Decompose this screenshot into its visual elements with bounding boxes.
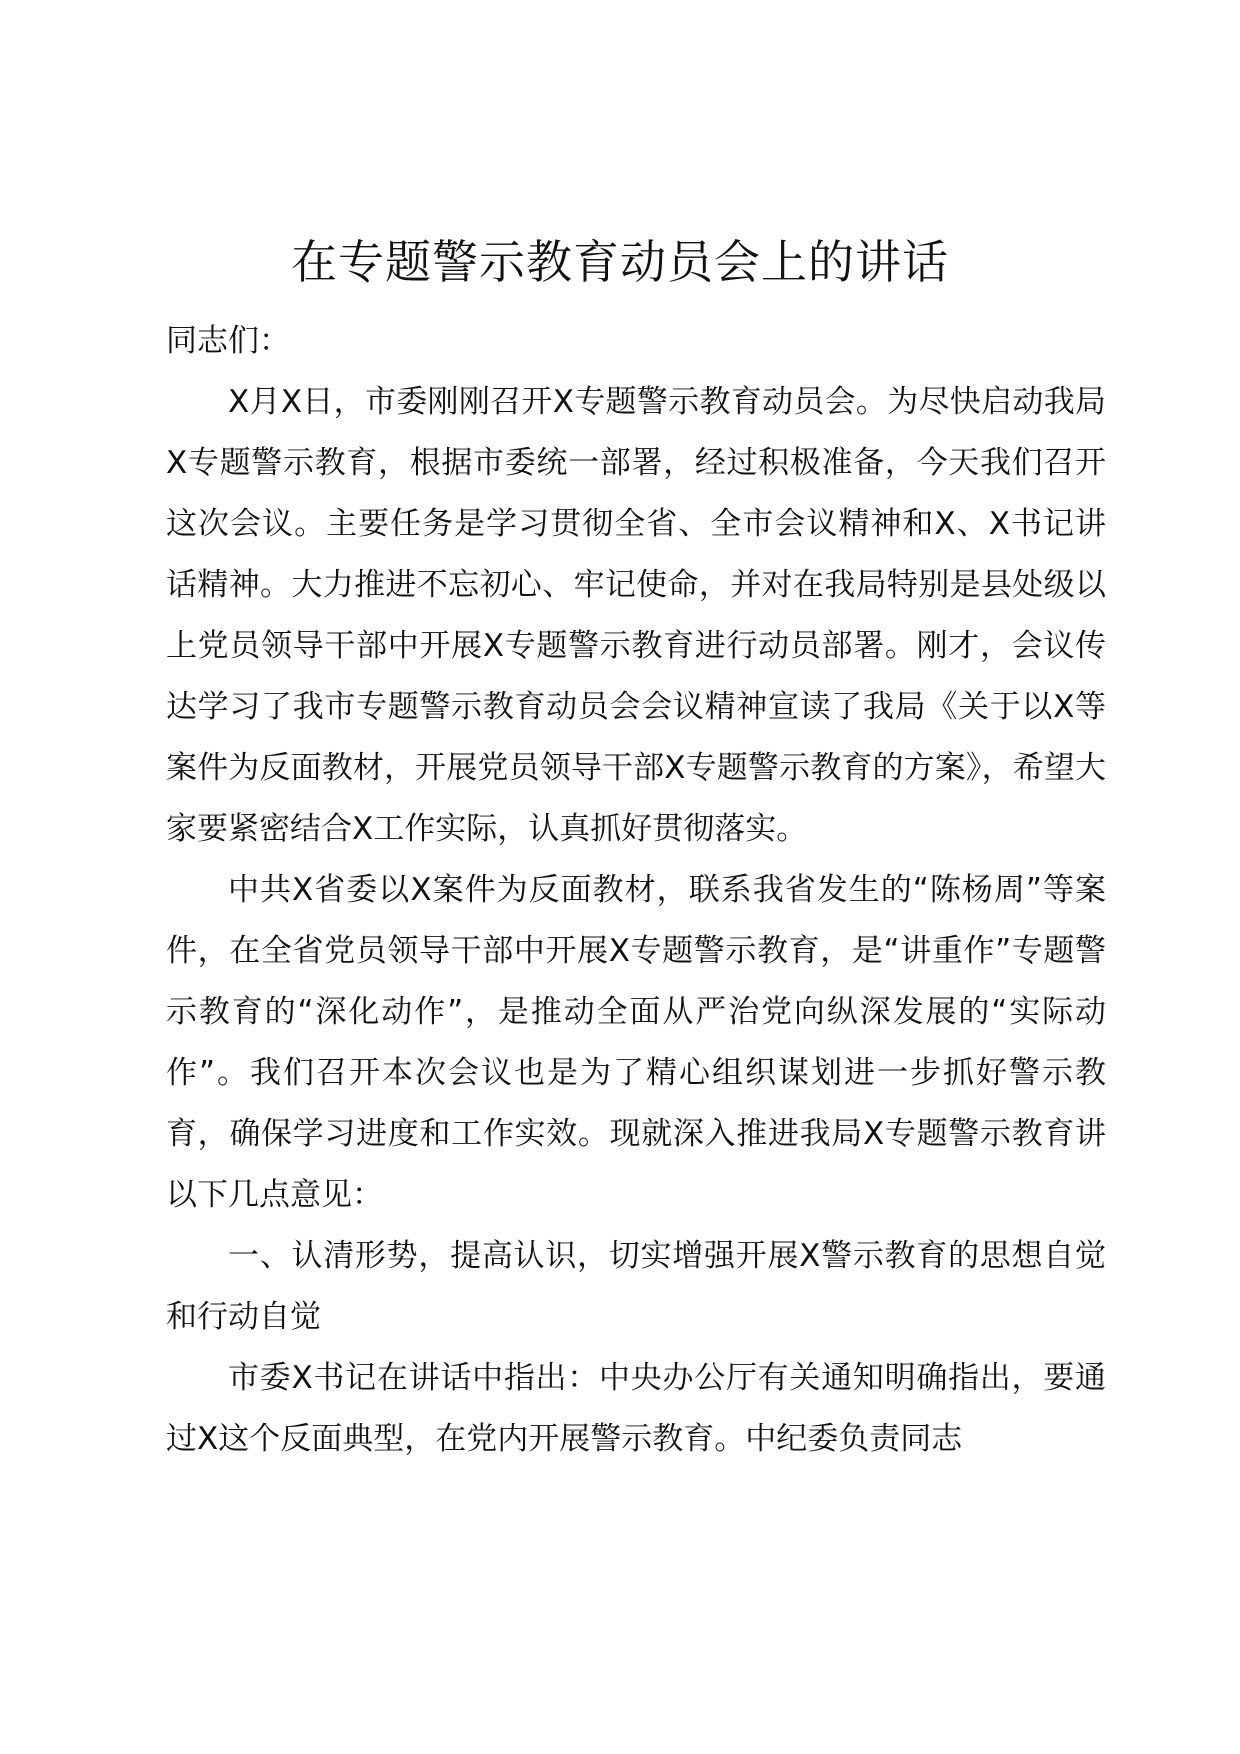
- paragraph-1: X月X日，市委刚刚召开X专题警示教育动员会。为尽快启动我局X专题警示教育，根据市委统一部署，经过积极准备，今天我们召开这次会议。主要任务是学习贯彻全省、全市会议精神和X、X书记讲话精神。大力推进不忘初心、牢记使命，并对在我局特别是县处级以上党员领导干部中开展X专题警示教育进行动员部署。刚才，会议传达学习了我市专题警示教育动员会会议精神宣读了我局《关于以X等案件为反面教材，开展党员领导干部X专题警示教育的方案》，希望大家要紧密结合X工作实际，认真抓好贯彻落实。: [166, 384, 1106, 847]
- document-body: [166, 311, 1106, 1470]
- document-title: 在专题警示教育动员会上的讲话: [291, 235, 949, 289]
- paragraph-2: 中共X省委以X案件为反面教材，联系我省发生的“陈杨周”等案件，在全省党员领导干部中开展X专题警示教育，是“讲重作”专题警示教育的“深化动作”，是推动全面从严治党向纵深发展的“实际动作”。我们召开本次会议也是为了精心组织谋划进一步抓好警示教育，确保学习进度和工作实效。现就深入推进我局X专题警示教育讲以下几点意见：: [166, 872, 1106, 1213]
- section-heading-1: 一、认清形势，提高认识，切实增强开展X警示教育的思想自觉和行动自觉: [166, 1238, 1106, 1335]
- salutation: 同志们：: [166, 323, 290, 359]
- paragraph-3: 市委X书记在讲话中指出：中央办公厅有关通知明确指出，要通过X这个反面典型，在党内开展警示教育。中纪委负责同志: [166, 1360, 1106, 1457]
